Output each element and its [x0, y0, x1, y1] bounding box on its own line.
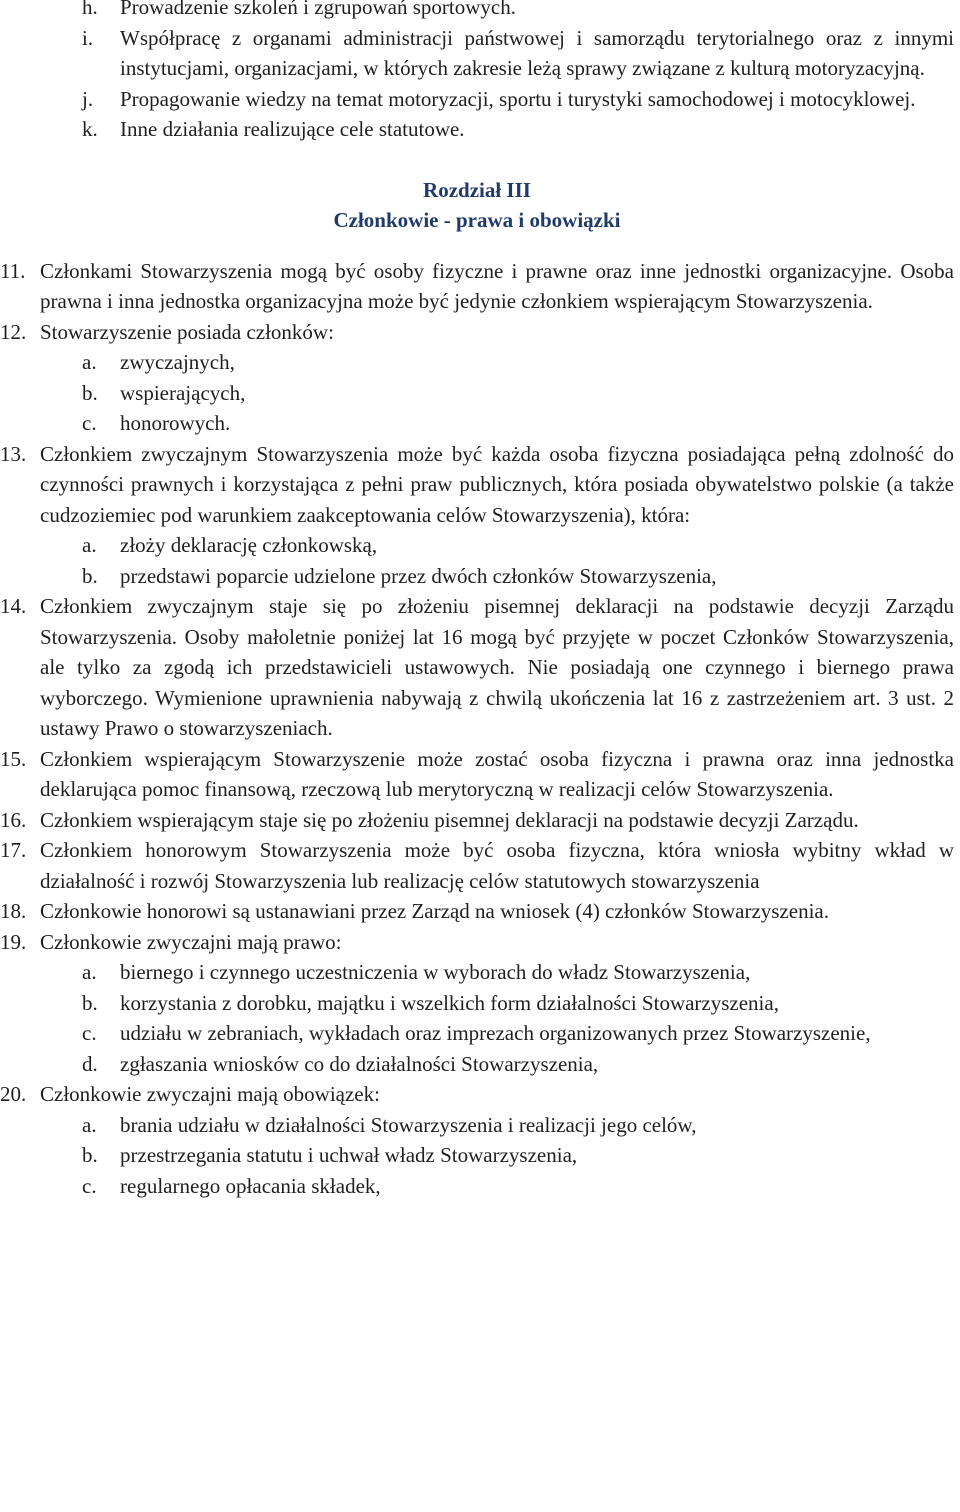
paragraph: [0, 591, 960, 744]
list-marker: d.: [82, 1051, 98, 1076]
paragraph-number: 20.: [0, 1082, 27, 1106]
paragraph: [0, 835, 960, 896]
list-item: [0, 114, 960, 145]
list-text: Inne działania realizujące cele statutowe.: [120, 117, 465, 141]
list-text: wspierających,: [120, 380, 246, 405]
list-text: biernego i czynnego uczestniczenia w wyborach do władz Stowarzyszenia,: [120, 960, 751, 984]
paragraph-number: 17.: [0, 838, 27, 862]
list-text: korzystania z dorobku, majątku i wszelkich form działalności Stowarzyszenia,: [120, 990, 779, 1015]
paragraph: [0, 256, 960, 317]
list-item: [0, 957, 960, 988]
list-item: [0, 408, 960, 439]
paragraph: [0, 1079, 960, 1110]
paragraph-text: Członkiem zwyczajnym staje się po złożeniu pisemnej deklaracji na podstawie decyzji Zarządu Stowarzyszenia. Osoby małoletnie poniżej lat 16 mogą być przyjęte w poczet Członków Stowarzyszenia, ale tylko za zgodą ich przedstawicieli ustawowych. Nie posiadają one czynnego i biernego prawa wyborczego. Wymienione uprawnienia nabywają z chwilą ukończenia lat 16 z zastrzeżeniem art. 3 ust. 2 ustawy Prawo o stowarzyszeniach.: [40, 594, 954, 740]
list-item: [0, 378, 960, 409]
list-item: [0, 0, 960, 23]
top-list: [0, 0, 960, 145]
list-marker: a.: [82, 1112, 97, 1137]
list-marker: c.: [82, 1021, 97, 1045]
list-text: przedstawi poparcie udzielone przez dwóch członków Stowarzyszenia,: [120, 563, 717, 588]
paragraph-text: Członkiem wspierającym Stowarzyszenie może zostać osoba fizyczna i prawna oraz inna jednostka deklarująca pomoc finansową, rzeczową lub merytoryczną w realizacji celów Stowarzyszenia.: [40, 746, 954, 801]
list-marker: c.: [82, 1173, 97, 1198]
list-marker: i.: [82, 25, 94, 50]
list-text: Propagowanie wiedzy na temat motoryzacji, sportu i turystyki samochodowej i motocyklowej.: [120, 86, 916, 111]
paragraph-text: Członkowie honorowi są ustanawiani przez Zarząd na wniosek (4) członków Stowarzyszenia.: [40, 899, 829, 923]
list-item: [0, 988, 960, 1019]
paragraph-number: 18.: [0, 899, 27, 923]
paragraph-number: 14.: [0, 594, 27, 618]
paragraph-number: 13.: [0, 441, 27, 466]
paragraph-text: Członkowie zwyczajni mają obowiązek:: [40, 1082, 380, 1106]
list-text: przestrzegania statutu i uchwał władz Stowarzyszenia,: [120, 1143, 578, 1167]
paragraph-number: 19.: [0, 929, 27, 954]
list-marker: a.: [82, 533, 97, 557]
list-item: [0, 561, 960, 592]
paragraph: [0, 744, 960, 805]
paragraph-text: Członkiem zwyczajnym Stowarzyszenia może być każda osoba fizyczna posiadająca pełną zdolność do czynności prawnych i korzystająca z pełni praw publicznych, która posiada obywatelstwo polskie (a także cudzoziemiec pod warunkiem zaakceptowania celów Stowarzyszenia), która:: [40, 441, 954, 527]
list-text: zgłaszania wniosków co do działalności Stowarzyszenia,: [120, 1051, 599, 1076]
chapter-subtitle: Członkowie - prawa i obowiązki: [333, 208, 621, 232]
list-text: zwyczajnych,: [120, 350, 235, 374]
paragraph-number: 16.: [0, 807, 27, 832]
list-item: [0, 1018, 960, 1049]
chapter-title: Rozdział III: [423, 177, 531, 202]
paragraph-text: Stowarzyszenie posiada członków:: [40, 319, 334, 344]
list-text: brania udziału w działalności Stowarzyszenia i realizacji jego celów,: [120, 1112, 697, 1137]
list-text: honorowych.: [120, 411, 231, 435]
paragraph-list: [0, 256, 960, 1202]
paragraph-text: Członkami Stowarzyszenia mogą być osoby fizyczne i prawne oraz inne jednostki organizacyjne. Osoba prawna i inna jednostka organizacyjna może być jedynie członkiem wspierającym Stowarzyszenia.: [40, 258, 954, 313]
paragraph-number: 11.: [0, 258, 26, 283]
list-item: [0, 84, 960, 115]
list-marker: b.: [82, 563, 98, 588]
list-marker: h.: [82, 0, 98, 19]
paragraph-text: Członkiem honorowym Stowarzyszenia może być osoba fizyczna, która wniosła wybitny wkład w działalność i rozwój Stowarzyszenia lub realizację celów statutowych stowarzyszenia: [40, 838, 954, 893]
list-text: złoży deklarację członkowską,: [120, 533, 378, 557]
paragraph-text: Członkowie zwyczajni mają prawo:: [40, 929, 342, 954]
paragraph: [0, 896, 960, 927]
list-item: [0, 347, 960, 378]
paragraph: [0, 805, 960, 836]
paragraph: [0, 439, 960, 531]
paragraph-number: 12.: [0, 319, 27, 344]
list-item: [0, 23, 960, 84]
paragraph: [0, 317, 960, 348]
list-text: Prowadzenie szkoleń i zgrupowań sportowych.: [120, 0, 516, 19]
paragraph-number: 15.: [0, 746, 27, 771]
paragraph: [0, 927, 960, 958]
list-marker: b.: [82, 1143, 98, 1167]
list-marker: a.: [82, 350, 97, 374]
list-marker: b.: [82, 380, 98, 405]
list-marker: a.: [82, 960, 97, 984]
list-text: regularnego opłacania składek,: [120, 1173, 381, 1198]
list-item: [0, 1049, 960, 1080]
paragraph-text: Członkiem wspierającym staje się po złożeniu pisemnej deklaracji na podstawie decyzji Zarządu.: [40, 807, 859, 832]
list-item: [0, 1171, 960, 1202]
list-item: [0, 1110, 960, 1141]
list-item: [0, 530, 960, 561]
list-marker: k.: [82, 117, 98, 141]
list-marker: j.: [82, 86, 94, 111]
list-text: Współpracę z organami administracji państwowej i samorządu terytorialnego oraz z innymi instytucjami, organizacjami, w których zakresie leżą sprawy związane z kulturą motoryzacyjną.: [120, 25, 954, 80]
list-marker: c.: [82, 411, 97, 435]
list-item: [0, 1140, 960, 1171]
list-text: udziału w zebraniach, wykładach oraz imprezach organizowanych przez Stowarzyszenie,: [120, 1021, 871, 1045]
list-marker: b.: [82, 990, 98, 1015]
